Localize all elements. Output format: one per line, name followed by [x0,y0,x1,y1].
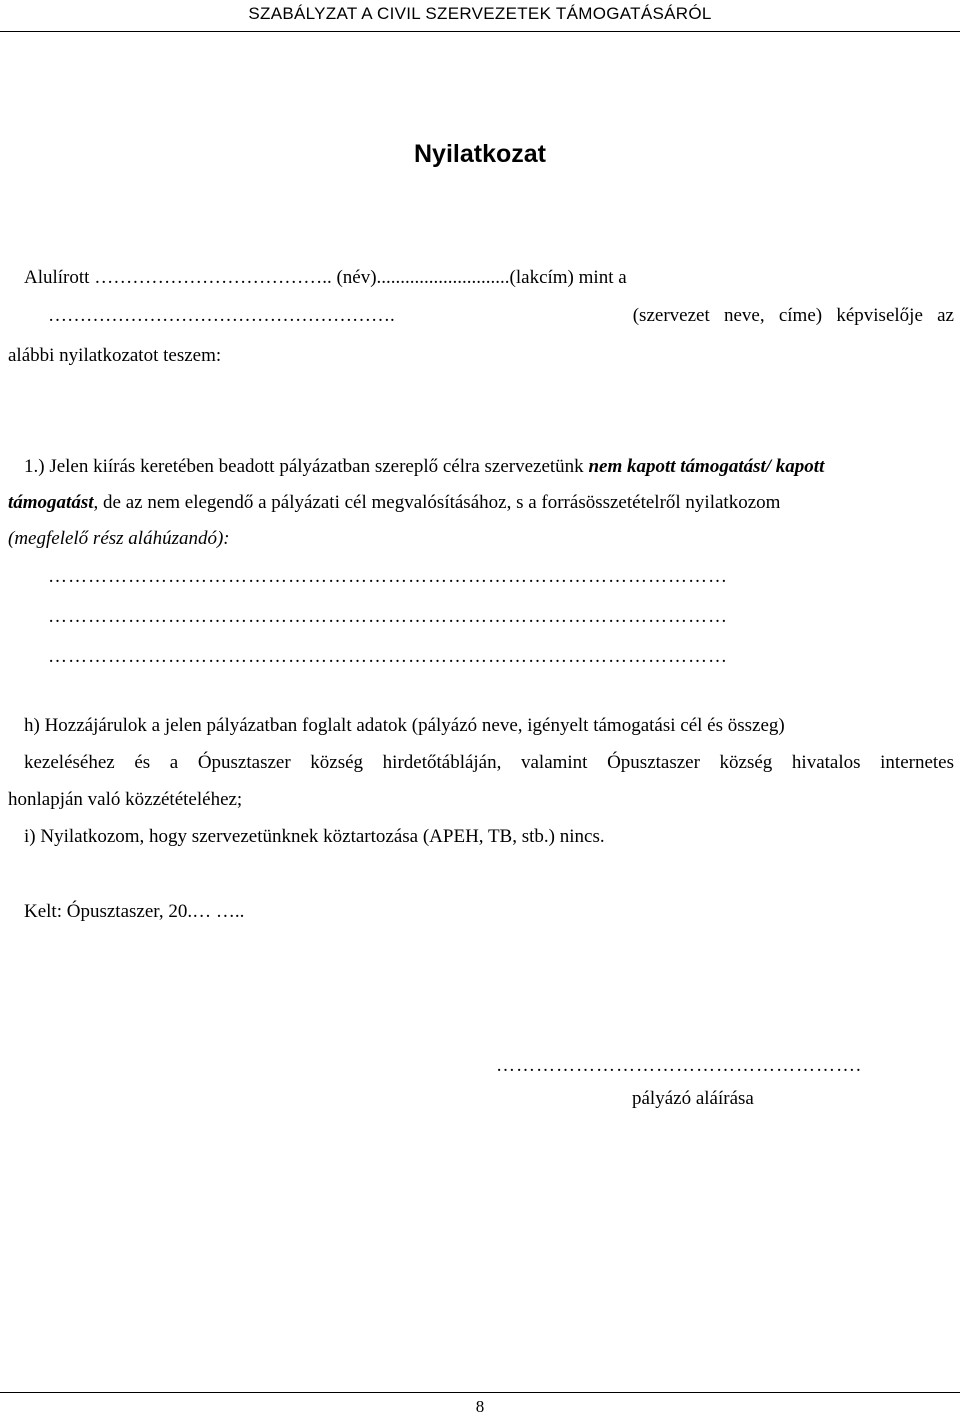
kelt-line: Kelt: Ópusztaszer, 20.… ….. [24,901,245,922]
section1-line-2 [8,491,780,515]
item-i-line: i) Nyilatkozom, hogy szervezetünknek köztartozása (APEH, TB, stb.) nincs. [24,826,605,847]
item-h-line-1: h) Hozzájárulok a jelen pályázatban foglalt adatok (pályázó neve, igényelt támogatási cél és összeg) [24,715,785,736]
section1-line-3: (megfelelő rész aláhúzandó): [8,528,230,549]
dotted-line-2: ………………………………………………………………………………………… [48,606,728,627]
item-h-line-2: kezeléséhez és a Ópusztaszer község hirdetőtábláján, valamint Ópusztaszer község hivatalos internetes [24,752,954,773]
signature-label: pályázó aláírása [632,1088,754,1109]
intro-line-2-dots: ………………………………………………. [48,305,395,326]
section1-line-1 [24,455,824,479]
intro-line-1: Alulírott ……………………………….. (név)............................(lakcím) mint a [24,267,627,288]
section1-line-2-emphasis: támogatást [8,492,94,513]
signature-dotted-line: ………………………………………………. [496,1055,862,1076]
item-h-line-3: honlapján való közzétételéhez; [8,789,243,810]
section1-line-1-text: 1.) Jelen kiírás keretében beadott pályázatban szereplő célra szervezetünk [24,456,589,477]
footer-divider [0,1392,960,1393]
header-divider [0,31,960,32]
section1-line-1-emphasis: nem kapott támogatást/ kapott [588,456,825,477]
page-number: 8 [475,1397,485,1416]
document-title: Nyilatkozat [414,140,546,168]
dotted-line-3: ………………………………………………………………………………………… [48,646,728,667]
intro-line-2 [48,304,954,328]
dotted-line-1: ………………………………………………………………………………………… [48,566,728,587]
intro-line-2-text: (szervezet neve, címe) képviselője az [632,305,954,326]
intro-line-3: alábbi nyilatkozatot teszem: [8,345,222,366]
running-header: SZABÁLYZAT A CIVIL SZERVEZETEK TÁMOGATÁSÁRÓL [248,4,712,23]
section1-line-2-text: , de az nem elegendő a pályázati cél megvalósításához, s a forrásösszetételről nyilatkozom [93,492,781,513]
